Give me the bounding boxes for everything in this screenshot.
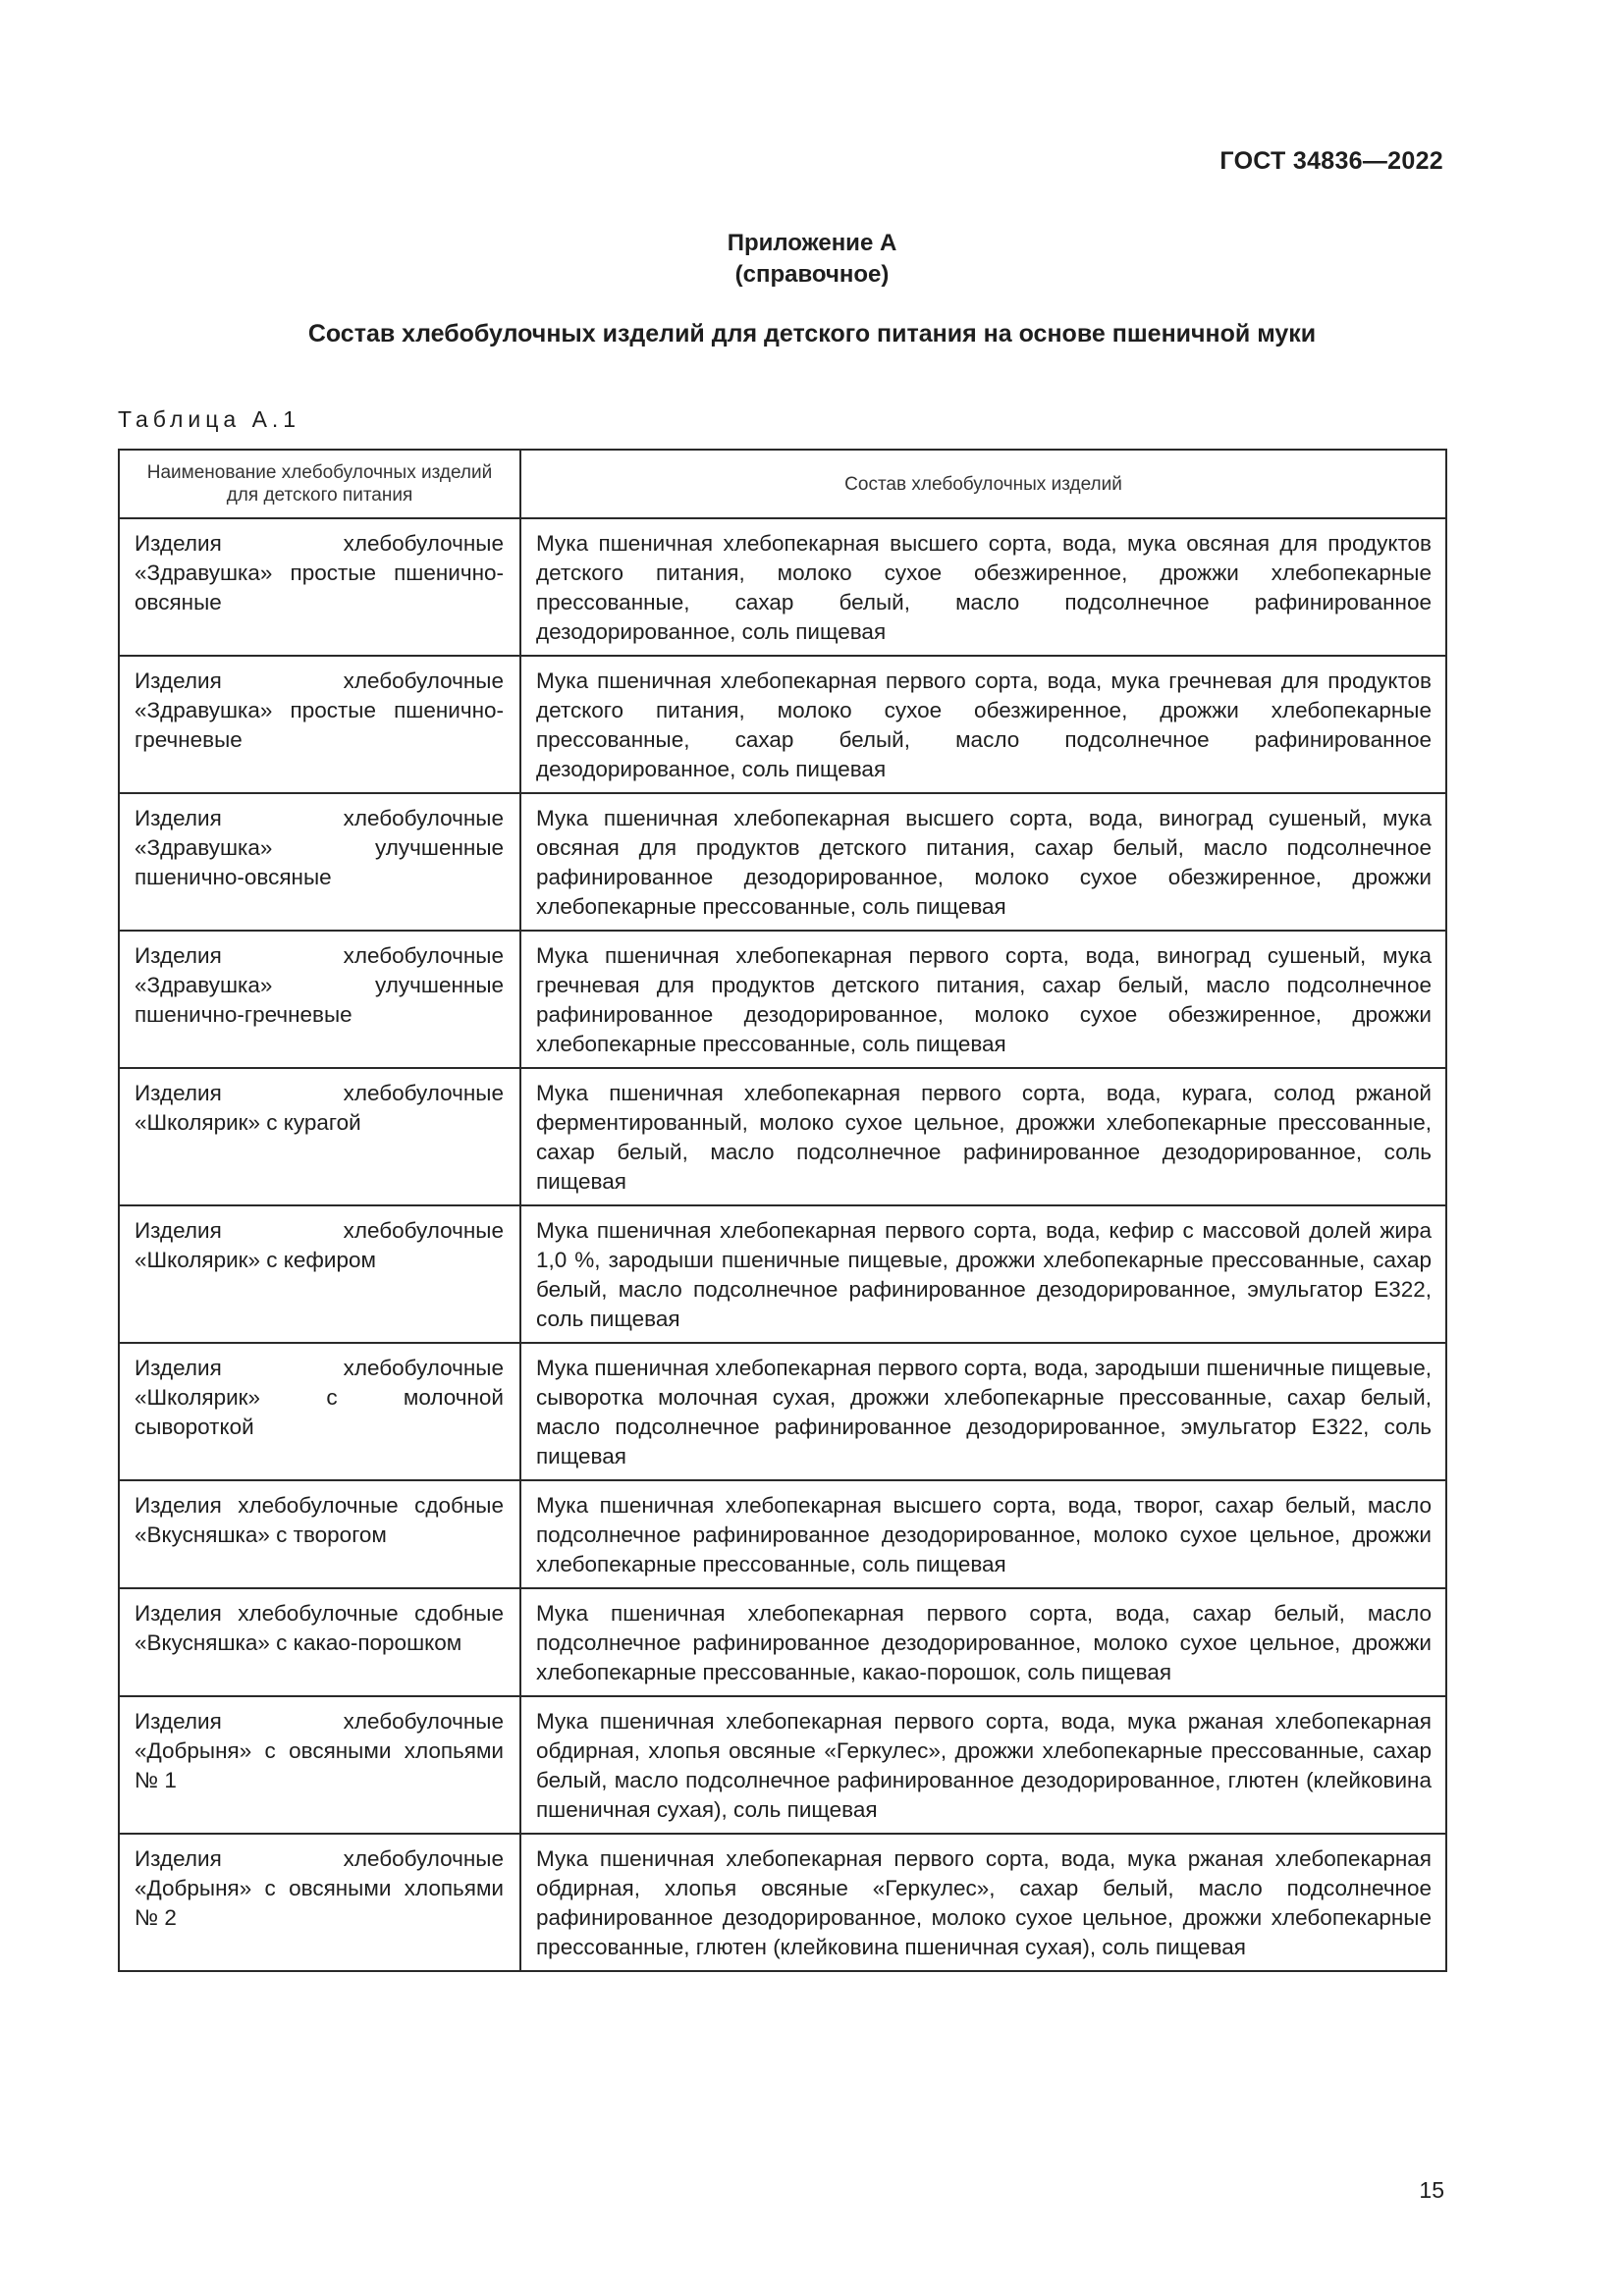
product-name-cell: Изделия хлебобулочные «Здравушка» простые пшенично-гречневые (119, 656, 520, 793)
table-caption: Таблица А.1 (118, 406, 301, 432)
product-name-cell: Изделия хлебобулочные «Школярик» с молочной сывороткой (119, 1343, 520, 1480)
table-row (119, 1588, 1446, 1696)
product-name-cell: Изделия хлебобулочные «Школярик» с курагой (119, 1068, 520, 1205)
table-row (119, 1205, 1446, 1343)
product-name-cell: Изделия хлебобулочные «Здравушка» улучшенные пшенично-гречневые (119, 931, 520, 1068)
appendix-subtitle: (справочное) (734, 261, 890, 288)
composition-table (118, 449, 1447, 1972)
composition-cell: Мука пшеничная хлебопекарная первого сорта, вода, кефир с массовой долей жира 1,0 %, зародыши пшеничные пищевые, дрожжи хлебопекарные прессованные, сахар белый, масло подсолнечное рафинированное дезодорированное, эмульгатор Е322, соль пищевая (520, 1205, 1446, 1343)
table-row (119, 518, 1446, 656)
table-row (119, 1343, 1446, 1480)
product-name-cell: Изделия хлебобулочные «Здравушка» улучшенные пшенично-овсяные (119, 793, 520, 931)
table-row (119, 1696, 1446, 1834)
table-row (119, 1068, 1446, 1205)
column-header-composition: Состав хлебобулочных изделий (520, 450, 1446, 518)
table-row (119, 793, 1446, 931)
section-title: Состав хлебобулочных изделий для детского питания на основе пшеничной муки (307, 320, 1317, 347)
table-row (119, 656, 1446, 793)
product-name-cell: Изделия хлебобулочные сдобные «Вкусняшка» с какао-порошком (119, 1588, 520, 1696)
composition-cell: Мука пшеничная хлебопекарная высшего сорта, вода, мука овсяная для продуктов детского питания, молоко сухое обезжиренное, дрожжи хлебопекарные прессованные, сахар белый, масло подсолнечное рафинированное дезодорированное, соль пищевая (520, 518, 1446, 656)
page-number: 15 (1419, 2177, 1444, 2203)
composition-cell: Мука пшеничная хлебопекарная высшего сорта, вода, творог, сахар белый, масло подсолнечное рафинированное дезодорированное, молоко сухое цельное, дрожжи хлебопекарные прессованные, соль пищевая (520, 1480, 1446, 1588)
appendix-heading (0, 228, 1624, 291)
composition-cell: Мука пшеничная хлебопекарная высшего сорта, вода, виноград сушеный, мука овсяная для продуктов детского питания, сахар белый, масло подсолнечное рафинированное дезодорированное, молоко сухое обезжиренное, дрожжи хлебопекарные прессованные, соль пищевая (520, 793, 1446, 931)
composition-cell: Мука пшеничная хлебопекарная первого сорта, вода, виноград сушеный, мука гречневая для продуктов детского питания, сахар белый, масло подсолнечное рафинированное дезодорированное, молоко сухое обезжиренное, дрожжи хлебопекарные прессованные, соль пищевая (520, 931, 1446, 1068)
composition-cell: Мука пшеничная хлебопекарная первого сорта, вода, сахар белый, масло подсолнечное рафинированное дезодорированное, молоко сухое цельное, дрожжи хлебопекарные прессованные, какао-порошок, соль пищевая (520, 1588, 1446, 1696)
product-name-cell: Изделия хлебобулочные сдобные «Вкусняшка» с творогом (119, 1480, 520, 1588)
composition-cell: Мука пшеничная хлебопекарная первого сорта, вода, курага, солод ржаной ферментированный, молоко сухое цельное, дрожжи хлебопекарные прессованные, сахар белый, масло подсолнечное рафинированное дезодорированное, соль пищевая (520, 1068, 1446, 1205)
table-row (119, 931, 1446, 1068)
composition-cell: Мука пшеничная хлебопекарная первого сорта, вода, мука гречневая для продуктов детского питания, молоко сухое обезжиренное, дрожжи хлебопекарные прессованные, сахар белый, масло подсолнечное рафинированное дезодорированное, соль пищевая (520, 656, 1446, 793)
column-header-name: Наименование хлебобулочных изделий для детского питания (119, 450, 520, 518)
product-name-cell: Изделия хлебобулочные «Здравушка» простые пшенично-овсяные (119, 518, 520, 656)
product-name-cell: Изделия хлебобулочные «Добрыня» с овсяными хлопьями № 1 (119, 1696, 520, 1834)
composition-cell: Мука пшеничная хлебопекарная первого сорта, вода, мука ржаная хлебопекарная обдирная, хлопья овсяные «Геркулес», сахар белый, масло подсолнечное рафинированное дезодорированное, молоко сухое цельное, дрожжи хлебопекарные прессованные, глютен (клейковина пшеничная сухая), соль пищевая (520, 1834, 1446, 1971)
document-code: ГОСТ 34836—2022 (1219, 147, 1443, 175)
table-header-row (119, 450, 1446, 518)
product-name-cell: Изделия хлебобулочные «Школярик» с кефиром (119, 1205, 520, 1343)
table-row (119, 1480, 1446, 1588)
product-name-cell: Изделия хлебобулочные «Добрыня» с овсяными хлопьями № 2 (119, 1834, 520, 1971)
table-row (119, 1834, 1446, 1971)
composition-cell: Мука пшеничная хлебопекарная первого сорта, вода, мука ржаная хлебопекарная обдирная, хлопья овсяные «Геркулес», дрожжи хлебопекарные прессованные, сахар белый, масло подсолнечное рафинированное дезодорированное, глютен (клейковина пшеничная сухая), соль пищевая (520, 1696, 1446, 1834)
appendix-title: Приложение А (727, 230, 897, 256)
composition-cell: Мука пшеничная хлебопекарная первого сорта, вода, зародыши пшеничные пищевые, сыворотка молочная сухая, дрожжи хлебопекарные прессованные, сахар белый, масло подсолнечное рафинированное дезодорированное, эмульгатор Е322, соль пищевая (520, 1343, 1446, 1480)
